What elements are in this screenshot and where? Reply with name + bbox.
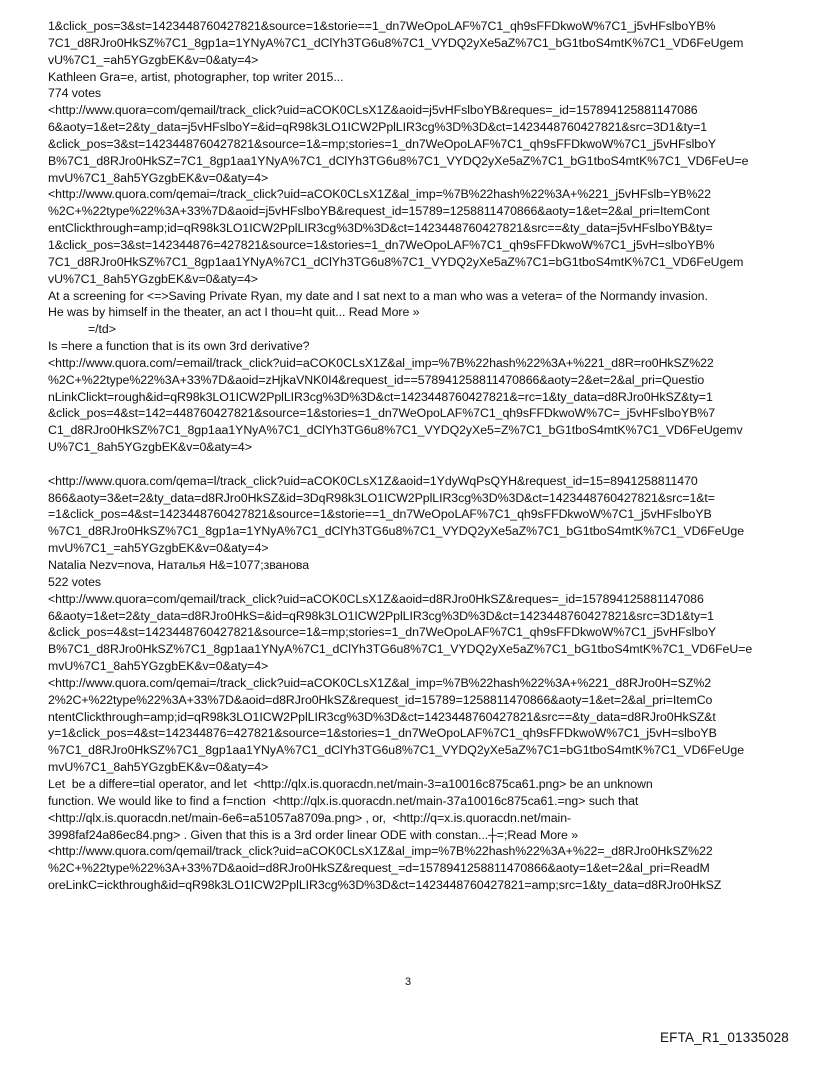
text-line: &click_pos=4&st=142=448760427821&source=1&stories=1_dn7WeOpoLAF%7C1_qh9sFFDkwoW%7C=_j5vHFslboYB%7: [48, 406, 716, 421]
text-line: &click_pos=3&st=1423448760427821&source=1&=mp;stories=1_dn7WeOpoLAF%7C1_qh9sFFDkwoW%7C1_j5vHFslboY: [48, 136, 717, 151]
text-block-3: [48, 473, 770, 894]
text-block-2: [48, 338, 770, 456]
text-line: Let be a differe=tial operator, and let <http://qlx.is.quoracdn.net/main-3=a10016c875ca61.png> be an unknown: [48, 776, 653, 791]
text-line: &click_pos=4&st=1423448760427821&source=1&=mp;stories=1_dn7WeOpoLAF%7C1_qh9sFFDkwoW%7C1_j5vHFslboY: [48, 625, 717, 640]
text-line: %7C1_d8RJro0HkSZ%7C1_8gp1a=1YNyA%7C1_dClYh3TG6u8%7C1_VYDQ2yXe5aZ%7C1_bG1tboS4mtK%7C1_VD6FeUge: [48, 524, 745, 539]
text-line: 866&aoty=3&et=2&ty_data=d8RJro0HkSZ&id=3DqR98k3LO1ICW2PplLIR3cg%3D%3D&ct=1423448760427821&src=1&t=: [48, 490, 715, 505]
text-line: vU%7C1_8ah5YGzgbEK&v=0&aty=4>: [48, 271, 258, 286]
text-line: U%7C1_8ah5YGzgbEK&v=0&aty=4>: [48, 440, 252, 455]
text-line: He was by himself in the theater, an act I thou=ht quit... Read More »: [48, 305, 420, 320]
text-line: mvU%7C1_8ah5YGzgbEK&v=0&aty=4>: [48, 760, 269, 775]
text-line: Is =here a function that is its own 3rd derivative?: [48, 339, 310, 354]
page-number: 3: [404, 976, 412, 988]
text-line: %2C+%22type%22%3A+33%7D&aoid=j5vHFslboYB&request_id=15789=1258811470866&aoty=1&et=2&al_pri=ItemCont: [48, 204, 710, 219]
html-fragment-line: =/td>: [88, 322, 116, 337]
text-line: 6&aoty=1&et=2&ty_data=d8RJro0HkS=&id=qR98k3LO1ICW2PplLIR3cg%3D%3D&ct=1423448760427821&src=3D1&ty=1: [48, 608, 714, 623]
text-line: <http://qlx.is.quoracdn.net/main-6e6=a51057a8709a.png> , or, <http://q=x.is.quoracdn.net/main-: [48, 810, 572, 825]
blank-line: [48, 456, 770, 473]
text-line: <http://www.quora.com/qemai=/track_click?uid=aCOK0CLsX1Z&al_imp=%7B%22hash%22%3A+%221_d8RJro0H=SZ%2: [48, 675, 712, 690]
text-line: mvU%7C1_8ah5YGzgbEK&v=0&aty=4>: [48, 659, 269, 674]
text-line: y=1&click_pos=4&st=142344876=427821&source=1&stories=1_dn7WeOpoLAF%7C1_qh9sFFDkwoW%7C1_j5vH=slboYB: [48, 726, 717, 741]
text-line: B%7C1_d8RJro0HkSZ%7C1_8gp1aa1YNyA%7C1_dClYh3TG6u8%7C1_VYDQ2yXe5aZ%7C1_bG1tboS4mtK%7C1_VD6FeU=e: [48, 642, 753, 657]
text-line: 774 votes: [48, 86, 101, 101]
document-id-footer: EFTA_R1_01335028: [659, 1030, 789, 1045]
text-line: ntentClickthrough=amp;id=qR98k3LO1ICW2PplLIR3cg%3D%3D&ct=1423448760427821&src==&ty_data=d8RJro0HkSZ&t: [48, 709, 716, 724]
text-line: 1&click_pos=3&st=142344876=427821&source=1&stories=1_dn7WeOpoLAF%7C1_qh9sFFDkwoW%7C1_j5vH=slboYB%: [48, 237, 715, 252]
text-line: <http://www.quora.com/qema=l/track_click?uid=aCOK0CLsX1Z&aoid=1YdyWqPsQYH&request_id=15=8941258811470: [48, 473, 698, 488]
text-line: %2C+%22type%22%3A+33%7D&aoid=zHjkaVNK0I4&request_id==578941258811470866&aoty=2&et=2&al_pri=Questio: [48, 372, 705, 387]
text-line: mvU%7C1_8ah5YGzgbEK&v=0&aty=4>: [48, 170, 269, 185]
text-line: 3998faf24a86ec84.png> . Given that this is a 3rd order linear ODE with constan...┼=;Read More »: [48, 827, 579, 842]
text-line: Kathleen Gra=e, artist, photographer, top writer 2015...: [48, 69, 344, 84]
text-line: C1_d8RJro0HkSZ%7C1_8gp1aa1YNyA%7C1_dClYh3TG6u8%7C1_VYDQ2yXe5=Z%7C1_bG1tboS4mtK%7C1_VD6FeUgemv: [48, 423, 743, 438]
text-line: 7C1_d8RJro0HkSZ%7C1_8gp1a=1YNyA%7C1_dClYh3TG6u8%7C1_VYDQ2yXe5aZ%7C1_bG1tboS4mtK%7C1_VD6FeUgem: [48, 35, 744, 50]
text-line: entClickthrough=amp;id=qR98k3LO1ICW2PplLIR3cg%3D%3D&ct=1423448760427821&src==&ty_data=j5vHFslboYB&ty=: [48, 221, 713, 236]
text-line: =1&click_pos=4&st=1423448760427821&source=1&storie==1_dn7WeOpoLAF%7C1_qh9sFFDkwoW%7C1_j5vHFslboYB: [48, 507, 712, 522]
text-line: mvU%7C1_=ah5YGzgbEK&v=0&aty=4>: [48, 541, 269, 556]
text-line: <http://www.quora=com/qemail/track_click?uid=aCOK0CLsX1Z&aoid=d8RJro0HkSZ&reques=_id=157894125881147086: [48, 591, 704, 606]
text-line: <http://www.quora.com/qemai=/track_click?uid=aCOK0CLsX1Z&al_imp=%7B%22hash%22%3A+%221_j5vHFslb=YB%22: [48, 187, 711, 202]
text-line: At a screening for <=>Saving Private Ryan, my date and I sat next to a man who was a vetera= of the Normandy invasion.: [48, 288, 708, 303]
text-line: B%7C1_d8RJro0HkSZ=7C1_8gp1aa1YNyA%7C1_dClYh3TG6u8%7C1_VYDQ2yXe5aZ%7C1_bG1tboS4mtK%7C1_VD6FeU=e: [48, 153, 749, 168]
text-line: 522 votes: [48, 574, 101, 589]
text-line: oreLinkC=ickthrough&id=qR98k3LO1ICW2PplLIR3cg%3D%3D&ct=1423448760427821=amp;src=1&ty_data=d8RJro0HkSZ: [48, 878, 722, 893]
text-line: function. We would like to find a f=nction <http://qlx.is.quoracdn.net/main-37a10016c875ca61.=ng> such that: [48, 793, 639, 808]
text-line: <http://www.quora.com/=email/track_click?uid=aCOK0CLsX1Z&al_imp=%7B%22hash%22%3A+%221_d8R=ro0HkSZ%22: [48, 355, 714, 370]
text-line: 7C1_d8RJro0HkSZ%7C1_8gp1aa1YNyA%7C1_dClYh3TG6u8%7C1_VYDQ2yXe5aZ%7C1=bG1tboS4mtK%7C1_VD6FeUgem: [48, 254, 744, 269]
text-line: vU%7C1_=ah5YGzgbEK&v=0&aty=4>: [48, 52, 259, 67]
text-line: %7C1_d8RJro0HkSZ%7C1_8gp1aa1YNyA%7C1_dClYh3TG6u8%7C1_VYDQ2yXe5aZ%7C1=bG1tboS4mtK%7C1_VD6FeUge: [48, 743, 745, 758]
text-line: <http://www.quora.com/qemail/track_click?uid=aCOK0CLsX1Z&al_imp=%7B%22hash%22%3A+%22=_d8RJro0HkSZ%22: [48, 844, 713, 859]
text-line: nLinkClickt=rough&id=qR98k3LO1ICW2PplLIR3cg%3D%3D&ct=1423448760427821&=rc=1&ty_data=d8RJro0HkSZ&ty=1: [48, 389, 713, 404]
text-block-1: [48, 18, 770, 321]
text-line: %2C+%22type%22%3A+33%7D&aoid=d8RJro0HkSZ&request_=d=1578941258811470866&aoty=1&et=2&al_pri=ReadM: [48, 861, 710, 876]
text-line: <http://www.quora=com/qemail/track_click?uid=aCOK0CLsX1Z&aoid=j5vHFslboYB&reques=_id=157894125881147086: [48, 103, 698, 118]
text-line: 2%2C+%22type%22%3A+33%7D&aoid=d8RJro0HkSZ&request_id=15789=1258811470866&aoty=1&et=2&al_pri=ItemCo: [48, 692, 713, 707]
text-line: 1&click_pos=3&st=1423448760427821&source=1&storie==1_dn7WeOpoLAF%7C1_qh9sFFDkwoW%7C1_j5vHFslboYB%: [48, 19, 716, 33]
document-body: [48, 18, 770, 894]
text-line: 6&aoty=1&et=2&ty_data=j5vHFslboY=&id=qR98k3LO1ICW2PplLIR3cg%3D%3D&ct=1423448760427821&src=3D1&ty=1: [48, 120, 708, 135]
text-line: Natalia Nezv=nova, Наталья Н&=1077;званова: [48, 558, 310, 572]
